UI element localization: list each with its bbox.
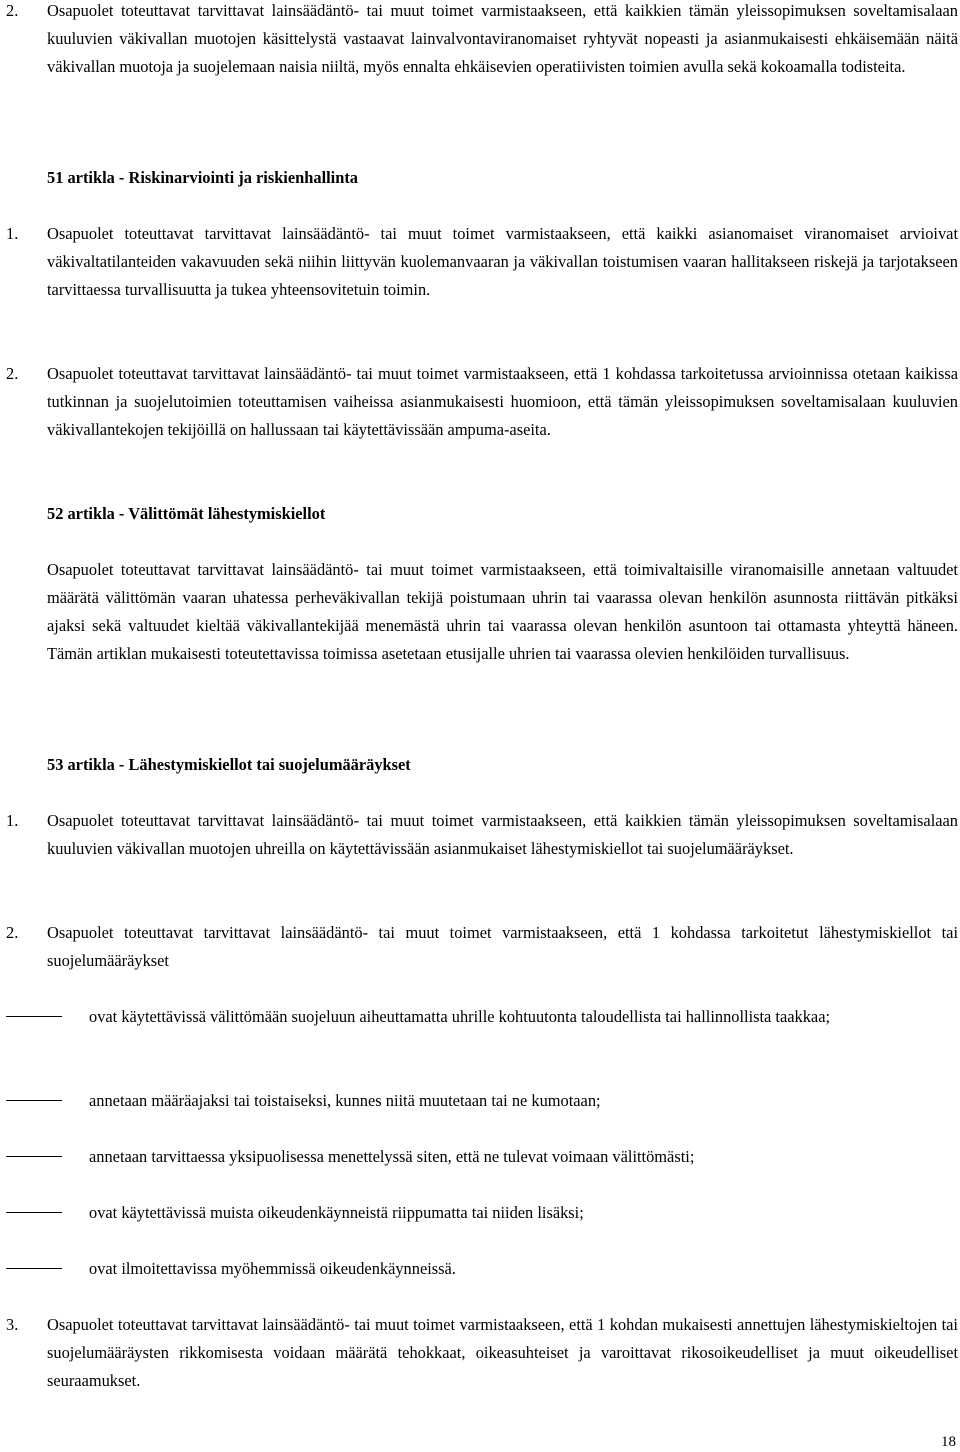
paragraph-number: 3. <box>6 1315 19 1334</box>
paragraph-number: 2. <box>6 364 19 383</box>
article-52-heading: 52 artikla - Välittömät lähestymiskiellot <box>47 504 326 523</box>
paragraph-text: Osapuolet toteuttavat tarvittavat lainsäädäntö- tai muut toimet varmistaakseen, että kaikki asianomaiset viranomaiset arvioivat väkivaltatilanteiden vakavuuden sekä niihin liittyvän kuolemanvaaran ja väkivallan toistumisen vaaran hallitakseen riskejä ja tarjotakseen tarvittaessa turvallisuutta ja tukea yhteensovitetuin toimin. <box>47 224 958 299</box>
paragraph-number: 1. <box>6 224 19 243</box>
paragraph-text: Osapuolet toteuttavat tarvittavat lainsäädäntö- tai muut toimet varmistaakseen, että kaikkien tämän yleissopimuksen soveltamisalaan kuuluvien väkivallan muotojen uhreilla on käytettävissään asianmukaiset lähestymiskiellot tai suojelumääräykset. <box>47 811 958 858</box>
paragraph-number: 2. <box>6 923 19 942</box>
list-item-text: ovat ilmoitettavissa myöhemmissä oikeudenkäynneissä. <box>89 1259 456 1278</box>
dash-bullet <box>6 1100 62 1101</box>
dash-bullet <box>6 1016 62 1017</box>
paragraph-text: Osapuolet toteuttavat tarvittavat lainsäädäntö- tai muut toimet varmistaakseen, että 1 kohdan mukaisesti annettujen lähestymiskieltojen tai suojelumääräysten rikkomisesta voidaan määrätä tehokkaat, oikeasuhteiset ja varoittavat rikosoikeudelliset ja muut oikeudelliset seuraamukset. <box>47 1315 958 1390</box>
dash-bullet <box>6 1212 62 1213</box>
paragraph-text: Osapuolet toteuttavat tarvittavat lainsäädäntö- tai muut toimet varmistaakseen, että 1 kohdassa tarkoitetussa arvioinnissa otetaan kaikissa tutkinnan ja suojelutoimien toteuttamisen vaiheissa asianmukaisesti huomioon, että tämän yleissopimuksen soveltamisalaan kuuluvien väkivallantekojen tekijöillä on hallussaan tai käytettävissään ampuma-aseita. <box>47 364 958 439</box>
paragraph-number: 2. <box>6 1 19 20</box>
list-item-text: annetaan määräajaksi tai toistaiseksi, kunnes niitä muutetaan tai ne kumotaan; <box>89 1091 601 1110</box>
article-53-heading: 53 artikla - Lähestymiskiellot tai suojelumääräykset <box>47 755 411 774</box>
paragraph-text: Osapuolet toteuttavat tarvittavat lainsäädäntö- tai muut toimet varmistaakseen, että 1 kohdassa tarkoitetut lähestymiskiellot tai suojelumääräykset <box>47 923 958 970</box>
page-number: 18 <box>941 1434 956 1450</box>
article-51-heading: 51 artikla - Riskinarviointi ja riskienhallinta <box>47 168 358 187</box>
paragraph-text: Osapuolet toteuttavat tarvittavat lainsäädäntö- tai muut toimet varmistaakseen, että kaikkien tämän yleissopimuksen soveltamisalaan kuuluvien väkivallan muotojen käsittelystä vastaavat lainvalvontaviranomaiset ryhtyvät nopeasti ja asianmukaisesti ehkäisemään näitä väkivallan muotoja ja suojelemaan naisia niiltä, myös ennalta ehkäisevien operatiivisten toimien avulla sekä kokoamalla todisteita. <box>47 1 958 76</box>
paragraph-number: 1. <box>6 811 19 830</box>
list-item-text: annetaan tarvittaessa yksipuolisessa menettelyssä siten, että ne tulevat voimaan välittömästi; <box>89 1147 695 1166</box>
paragraph-text: Osapuolet toteuttavat tarvittavat lainsäädäntö- tai muut toimet varmistaakseen, että toimivaltaisille viranomaisille annetaan valtuudet määrätä välittömän vaaran uhatessa perheväkivallan tekijä poistumaan uhrin tai vaarassa olevan henkilön asunnosta riittävän pitkäksi ajaksi sekä valtuudet kieltää väkivallantekijää menemästä uhrin tai vaarassa olevan henkilön asuntoon tai ottamasta yhteyttä häneen. Tämän artiklan mukaisesti toteutettavissa toimissa asetetaan etusijalle uhrien tai vaarassa olevien henkilöiden turvallisuus. <box>47 560 958 663</box>
list-item-text: ovat käytettävissä välittömään suojeluun aiheuttamatta uhrille kohtuutonta taloudellista tai hallinnollista taakkaa; <box>89 1007 831 1026</box>
dash-bullet <box>6 1156 62 1157</box>
dash-bullet <box>6 1268 62 1269</box>
list-item-text: ovat käytettävissä muista oikeudenkäynneistä riippumatta tai niiden lisäksi; <box>89 1203 584 1222</box>
